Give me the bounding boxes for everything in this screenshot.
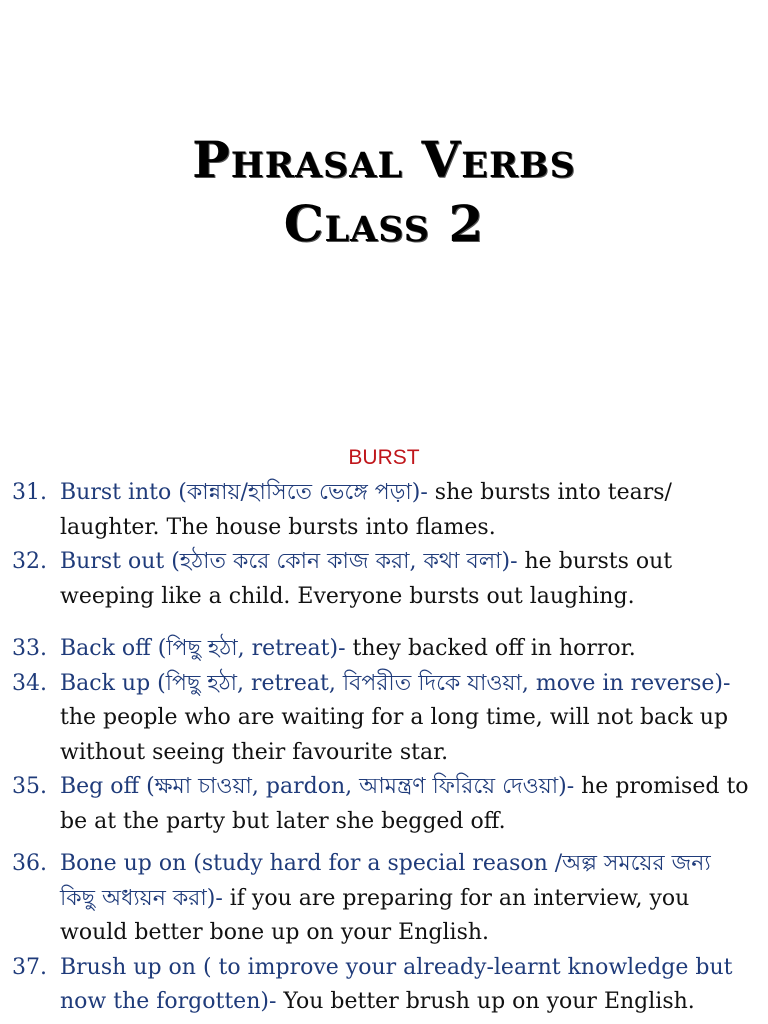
item-number: 34. [12,670,47,696]
page-title [0,128,768,256]
section-heading: BURST [348,446,420,469]
item-number: 31. [12,480,47,505]
list-item [0,770,768,839]
item-phrase: Brush up on ( to improve your already-learnt knowledge but now the forgotten)- [60,954,733,1014]
item-number: 35. [12,774,47,799]
item-phrase: Beg off (ক্ষমা চাওয়া, pardon, আমন্ত্রণ ফিরিয়ে দেওয়া)- [60,774,575,799]
item-number: 32. [12,549,47,574]
title-line-2: Class 2 [283,194,485,253]
list-item [0,545,768,614]
item-number: 33. [12,636,47,661]
item-phrase: Back up (পিছু হঠা, retreat, বিপরীত দিকে যাওয়া, move in reverse)- [60,670,731,696]
title-line-1: Phrasal Verbs [192,130,576,189]
item-number: 36. [12,851,47,876]
list-item [0,951,768,1020]
item-example: he promised to be at the party but later she begged off. [60,774,749,834]
item-example: he bursts out weeping like a child. Everyone bursts out laughing. [60,549,673,609]
list-item [0,847,768,951]
list-item [0,632,768,667]
item-example: if you are preparing for an interview, you would better bone up on your English. [60,885,690,945]
item-phrase: Burst into (কান্নায়/হাসিতে ভেঙ্গে পড়া)- [60,480,428,505]
item-phrase: Back off (পিছু হঠা, retreat)- [60,636,346,661]
list-item [0,667,768,771]
item-number: 37. [12,954,47,980]
item-example: the people who are waiting for a long time, will not back up without seeing their favourite star. [60,705,729,765]
phrasal-verb-list [0,476,768,1020]
item-example: she bursts into tears/ laughter. The house bursts into flames. [60,480,672,540]
list-item [0,476,768,545]
item-phrase: Bone up on (study hard for a special reason /অল্প সময়ের জন্য কিছু অধ্যয়ন করা)- [60,851,711,911]
item-example: You better brush up on your English. [276,989,695,1014]
item-phrase: Burst out (হঠাত করে কোন কাজ করা, কথা বলা)- [60,549,518,574]
item-example: they backed off in horror. [345,636,636,661]
